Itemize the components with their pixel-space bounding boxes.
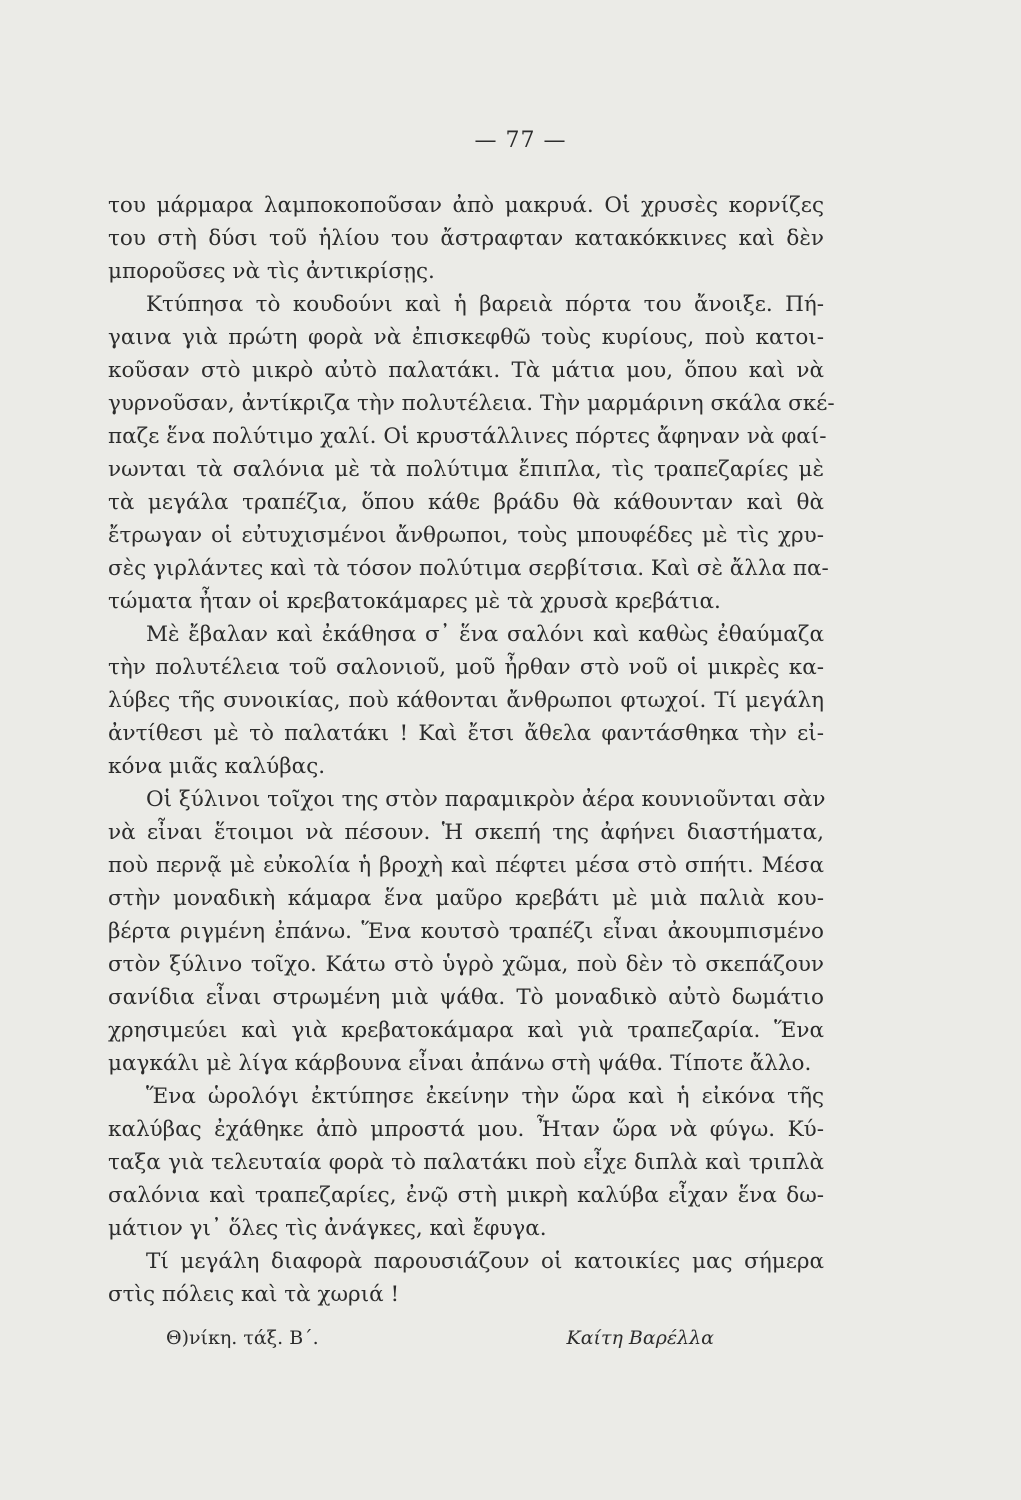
text-line: γυρνοῦσαν, ἀντίκριζα τὴν πολυτέλεια. Τὴν μαρμάρινη σκάλα σκέ- bbox=[108, 391, 835, 416]
page-number: — 77 — bbox=[474, 128, 567, 153]
text-line: νωνται τὰ σαλόνια μὲ τὰ πολύτιμα ἔπιπλα, τὶς τραπεζαρίες μὲ bbox=[108, 457, 824, 482]
text-line: στὶς πόλεις καὶ τὰ χωριά ! bbox=[108, 1282, 400, 1307]
text-line: του στὴ δύσι τοῦ ἡλίου του ἄστραφταν κατακόκκινες καὶ δὲν bbox=[108, 226, 824, 251]
signature-row bbox=[108, 1323, 824, 1353]
paragraph bbox=[108, 1245, 824, 1311]
text-line: νὰ εἶναι ἕτοιμοι νὰ πέσουν. Ἡ σκεπή της ἀφήνει διαστήματα, bbox=[108, 820, 824, 845]
text-line: ποὺ περνᾷ μὲ εὐκολία ἡ βροχὴ καὶ πέφτει μέσα στὸ σπήτι. Μέσα bbox=[108, 853, 824, 878]
text-line: μποροῦσες νὰ τὶς ἀντικρίσῃς. bbox=[108, 259, 435, 284]
text-line: Οἱ ξύλινοι τοῖχοι της στὸν παραμικρὸν ἀέρα κουνιοῦνται σὰν bbox=[146, 787, 826, 812]
text-line: χρησιμεύει καὶ γιὰ κρεβατοκάμαρα καὶ γιὰ τραπεζαρία. Ἕνα bbox=[108, 1018, 824, 1043]
text-line: παζε ἕνα πολύτιμο χαλί. Οἱ κρυστάλλινες πόρτες ἄφηναν νὰ φαί- bbox=[108, 424, 827, 449]
text-line: ταξα γιὰ τελευταία φορὰ τὸ παλατάκι ποὺ εἶχε διπλὰ καὶ τριπλὰ bbox=[108, 1150, 824, 1175]
text-line: μαγκάλι μὲ λίγα κάρβουνα εἶναι ἀπάνω στὴ ψάθα. Τίποτε ἄλλο. bbox=[108, 1051, 812, 1076]
text-line: τὰ μεγάλα τραπέζια, ὅπου κάθε βράδυ θὰ κάθουνταν καὶ θὰ bbox=[108, 490, 824, 515]
text-line: Τί μεγάλη διαφορὰ παρουσιάζουν οἱ κατοικίες μας σήμερα bbox=[146, 1249, 824, 1274]
text-line: καλύβας ἐχάθηκε ἀπὸ μπροστά μου. Ἦταν ὥρα νὰ φύγω. Κύ- bbox=[108, 1117, 824, 1142]
text-line: του μάρμαρα λαμποκοποῦσαν ἀπὸ μακρυά. Οἱ χρυσὲς κορνίζες bbox=[108, 193, 824, 218]
paragraph bbox=[108, 189, 824, 288]
body-text bbox=[108, 189, 835, 1353]
text-line: κόνα μιᾶς καλύβας. bbox=[108, 754, 326, 779]
text-line: τὴν πολυτέλεια τοῦ σαλονιοῦ, μοῦ ἦρθαν στὸ νοῦ οἱ μικρὲς κα- bbox=[108, 655, 824, 680]
paragraph bbox=[108, 783, 824, 1080]
text-line: Κτύπησα τὸ κουδούνι καὶ ἡ βαρειὰ πόρτα του ἄνοιξε. Πή- bbox=[146, 292, 824, 317]
class-label: Θ)νίκη. τάξ. Β΄. bbox=[166, 1327, 319, 1349]
paragraph bbox=[108, 618, 824, 783]
author-name: Καίτη Βαρέλλα bbox=[566, 1327, 714, 1349]
text-line: Μὲ ἔβαλαν καὶ ἐκάθησα σ᾿ ἕνα σαλόνι καὶ καθὼς ἐθαύμαζα bbox=[146, 622, 824, 647]
text-line: σανίδια εἶναι στρωμένη μιὰ ψάθα. Τὸ μοναδικὸ αὐτὸ δωμάτιο bbox=[108, 985, 824, 1010]
text-line: Ἕνα ὡρολόγι ἐκτύπησε ἐκείνην τὴν ὥρα καὶ ἡ εἰκόνα τῆς bbox=[146, 1084, 824, 1109]
text-line: γαινα γιὰ πρώτη φορὰ νὰ ἐπισκεφθῶ τοὺς κυρίους, ποὺ κατοι- bbox=[108, 325, 824, 350]
text-line: στὴν μοναδικὴ κάμαρα ἕνα μαῦρο κρεβάτι μὲ μιὰ παλιὰ κου- bbox=[108, 886, 824, 911]
text-line: σὲς γιρλάντες καὶ τὰ τόσον πολύτιμα σερβίτσια. Καὶ σὲ ἄλλα πα- bbox=[108, 556, 829, 581]
text-line: ἀντίθεσι μὲ τὸ παλατάκι ! Καὶ ἔτσι ἄθελα φαντάσθηκα τὴν εἰ- bbox=[108, 721, 824, 746]
text-line: λύβες τῆς συνοικίας, ποὺ κάθονται ἄνθρωποι φτωχοί. Τί μεγάλη bbox=[108, 688, 824, 713]
text-line: σαλόνια καὶ τραπεζαρίες, ἐνῷ στὴ μικρὴ καλύβα εἶχαν ἕνα δω- bbox=[108, 1183, 824, 1208]
text-line: κοῦσαν στὸ μικρὸ αὐτὸ παλατάκι. Τὰ μάτια μου, ὅπου καὶ νὰ bbox=[108, 358, 824, 383]
text-line: στὸν ξύλινο τοῖχο. Κάτω στὸ ὑγρὸ χῶμα, ποὺ δὲν τὸ σκεπάζουν bbox=[108, 952, 824, 977]
text-line: τώματα ἦταν οἱ κρεβατοκάμαρες μὲ τὰ χρυσὰ κρεβάτια. bbox=[108, 589, 721, 614]
paragraph bbox=[108, 288, 835, 618]
paragraph bbox=[108, 1080, 824, 1245]
text-line: βέρτα ριγμένη ἐπάνω. Ἕνα κουτσὸ τραπέζι εἶναι ἀκουμπισμένο bbox=[108, 919, 824, 944]
text-line: ἔτρωγαν οἱ εὐτυχισμένοι ἄνθρωποι, τοὺς μπουφέδες μὲ τὶς χρυ- bbox=[108, 523, 824, 548]
text-line: μάτιον γι᾿ ὅλες τὶς ἀνάγκες, καὶ ἔφυγα. bbox=[108, 1216, 547, 1241]
